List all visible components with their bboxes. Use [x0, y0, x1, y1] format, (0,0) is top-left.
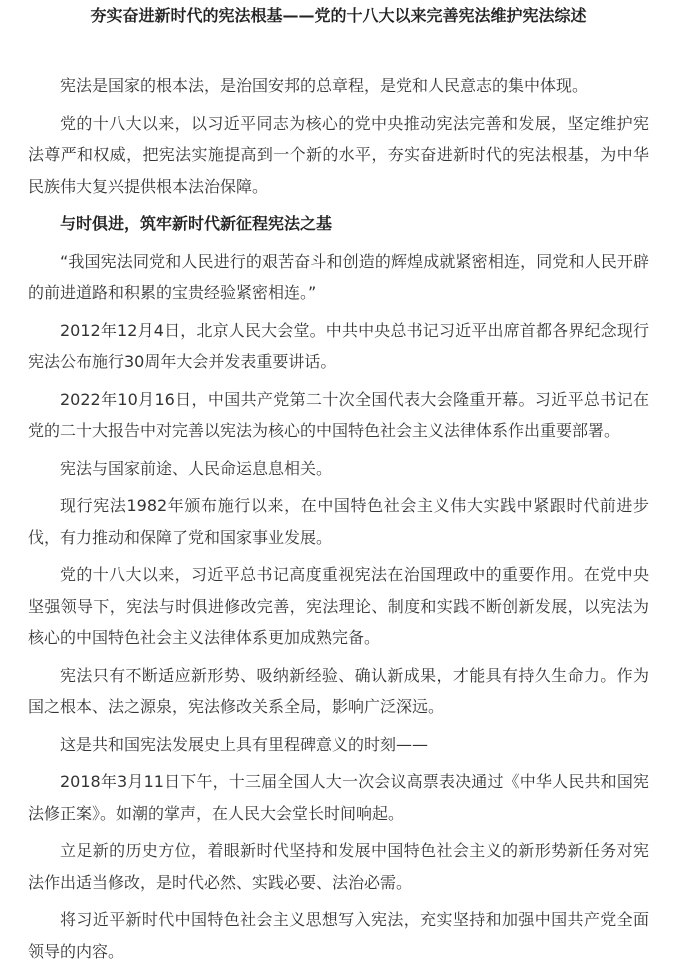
article-title: 夯实奋进新时代的宪法根基——党的十八大以来完善宪法维护宪法综述 — [90, 6, 587, 25]
paragraph: 党的十八大以来，以习近平同志为核心的党中央推动宪法完善和发展，坚定维护宪法尊严和权威，把宪法实施提高到一个新的水平，夯实奋进新时代的宪法根基，为中华民族伟大复兴提供根本法治保障。 — [28, 113, 649, 196]
paragraph: 党的十八大以来，习近平总书记高度重视宪法在治国理政中的重要作用。在党中央坚强领导下，宪法与时俱进修改完善，宪法理论、制度和实践不断创新发展，以宪法为核心的中国特色社会主义法律体系更加成熟完备。 — [28, 565, 649, 647]
paragraph: 2022年10月16日，中国共产党第二十次全国代表大会隆重开幕。习近平总书记在党的二十大报告中对完善以宪法为核心的中国特色社会主义法律体系作出重要部署。 — [28, 389, 649, 440]
paragraph: 将习近平新时代中国特色社会主义思想写入宪法，充实坚持和加强中国共产党全面领导的内容。 — [28, 910, 649, 961]
paragraph: 宪法与国家前途、人民命运息息相关。 — [60, 458, 333, 478]
paragraph: 2018年3月11日下午，十三届全国人大一次会议高票表决通过《中华人民共和国宪法修正案》。如潮的掌声，在人民大会堂长时间响起。 — [28, 772, 649, 823]
paragraph: 宪法是国家的根本法，是治国安邦的总章程，是党和人民意志的集中体现。 — [60, 76, 589, 95]
section-heading: 与时俱进，筑牢新时代新征程宪法之基 — [60, 214, 333, 233]
paragraph: 立足新的历史方位，着眼新时代坚持和发展中国特色社会主义的新形势新任务对宪法作出适当修改，是时代必然、实践必要、法治必需。 — [28, 841, 649, 892]
article-body — [28, 70, 649, 967]
paragraph: 这是共和国宪法发展史上具有里程碑意义的时刻—— — [60, 734, 429, 754]
paragraph: 现行宪法1982年颁布施行以来，在中国特色社会主义伟大实践中紧跟时代前进步伐，有力推动和保障了党和国家事业发展。 — [28, 496, 649, 547]
paragraph: 宪法只有不断适应新形势、吸纳新经验、确认新成果，才能具有持久生命力。作为国之根本、法之源泉，宪法修改关系全局，影响广泛深远。 — [28, 665, 649, 716]
paragraph: “我国宪法同党和人民进行的艰苦奋斗和创造的辉煌成就紧密相连，同党和人民开辟的前进道路和积累的宝贵经验紧密相连。” — [28, 251, 649, 302]
paragraph: 2012年12月4日，北京人民大会堂。中共中央总书记习近平出席首都各界纪念现行宪法公布施行30周年大会并发表重要讲话。 — [28, 320, 649, 371]
